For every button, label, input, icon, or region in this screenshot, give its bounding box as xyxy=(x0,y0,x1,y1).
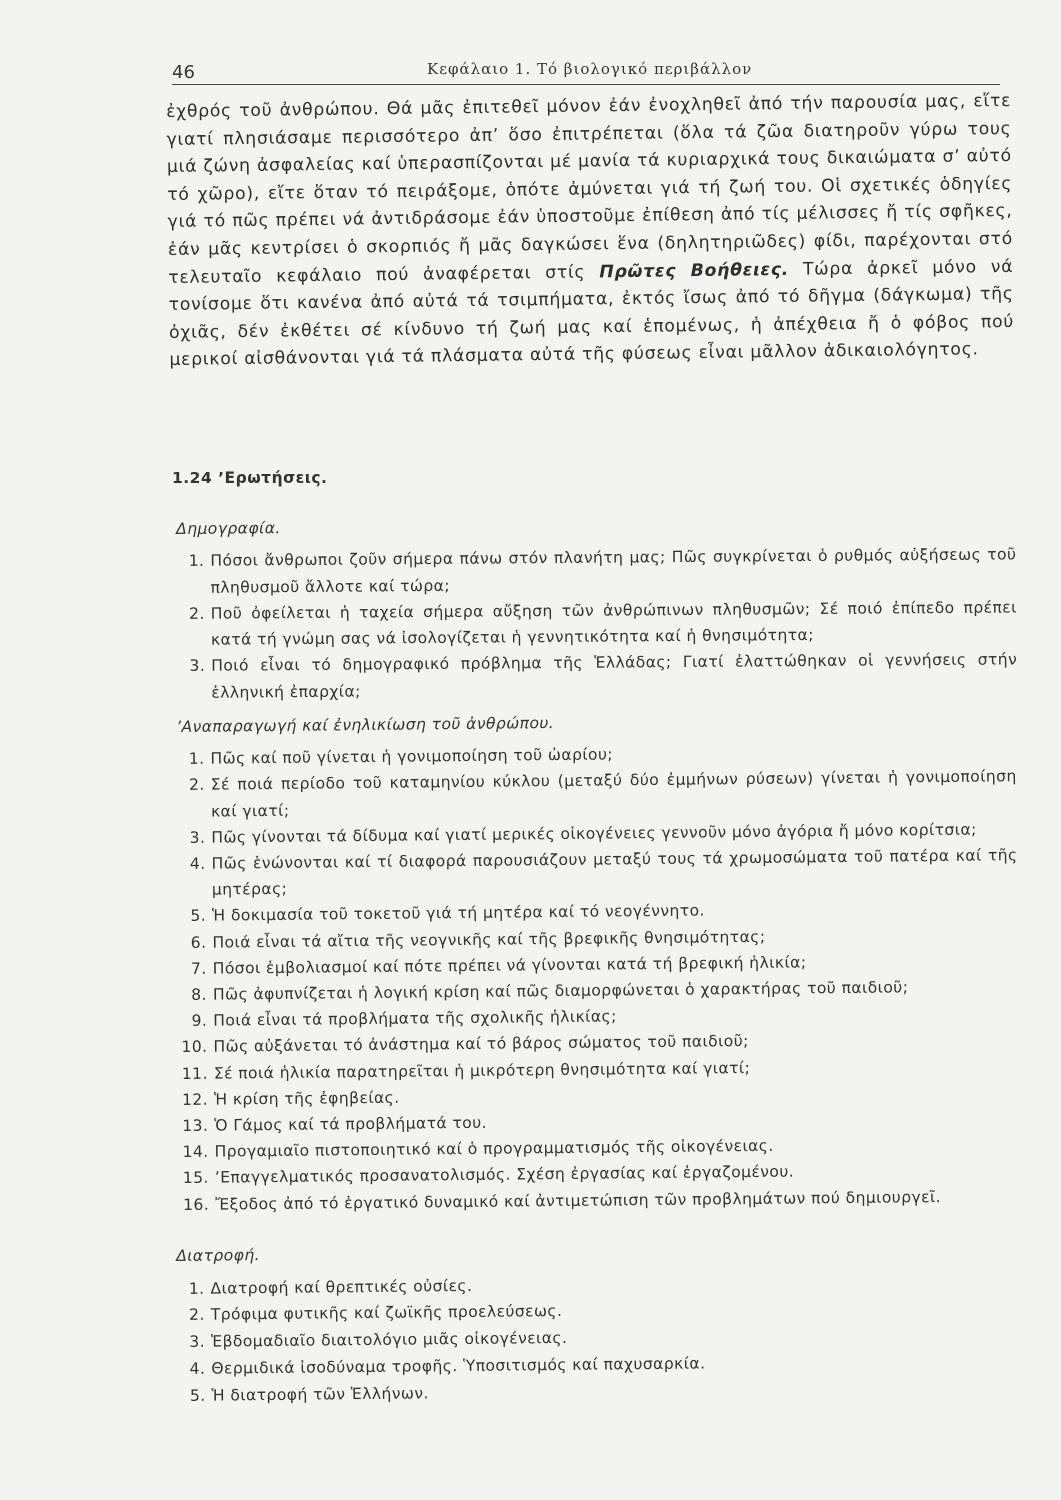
question-number: 14. xyxy=(182,1142,209,1162)
question-number: 5. xyxy=(189,1386,206,1405)
question-number: 5. xyxy=(190,907,207,926)
question-number: 11. xyxy=(181,1064,208,1083)
question-text: Πῶς ἑνώνονται καί τί διαφορά παρουσιάζουν μεταξύ τους τά χρωμοσώματα τοῦ πατέρα καί τῆς μητέρας; xyxy=(211,846,1018,899)
question-text: Πῶς καί ποῦ γίνεται ἡ γονιμοποίηση τοῦ ὠαρίου; xyxy=(210,745,614,768)
intro-text-end: Τώρα ἀρκεῖ μόνο νά τονίσομε ὅτι κανένα ἀπό αὐτά τά τσιμπήματα, ἐκτός ἴσως ἀπό τό δῆγμα (δάγκωμα) τῆς ὀχιᾶς, δέν ἐκθέτει σέ κίνδυνο τή ζωή μας καί ἑπομένως, ἡ ἀπέχθεια ἤ ὁ φόβος πού μερικοί αἰσθάνονται γιά τά πλάσματα αὐτά τῆς φύσεως εἶναι μᾶλλον ἀδικαιολόγητος. xyxy=(168,256,1015,371)
question-text: Διατροφή καί θρεπτικές οὐσίες. xyxy=(210,1276,473,1298)
demography-questions xyxy=(176,542,1017,706)
question-text: Ἡ κρίση τῆς ἐφηβείας. xyxy=(213,1088,400,1109)
question-number: 12. xyxy=(181,1090,209,1109)
question-number: 16. xyxy=(183,1195,210,1214)
nutrition-questions xyxy=(176,1267,1017,1409)
question-number: 3. xyxy=(189,1332,206,1351)
question-text: Σέ ποιά περίοδο τοῦ καταμηνίου κύκλου (μεταξύ δύο ἐμμήνων ρύσεων) γίνεται ἡ γονιμοποίηση καί γιατί; xyxy=(210,767,1017,821)
question-item xyxy=(177,842,1018,903)
page-number: 46 xyxy=(172,62,195,83)
question-text: Πῶς ἀφυπνίζεται ἡ λογική κρίση καί πῶς διαμορφώνεται ὁ χαρακτήρας τοῦ παιδιοῦ; xyxy=(212,978,909,1004)
question-text: Ἔξοδος ἀπό τό ἐργατικό δυναμικό καί ἀντιμετώπιση τῶν προβλημάτων πού δημιουργεῖ. xyxy=(215,1187,942,1214)
question-item xyxy=(177,647,1017,706)
nutrition-section xyxy=(176,1234,1018,1409)
question-number: 8. xyxy=(191,985,208,1004)
question-number: 2. xyxy=(189,604,205,623)
question-text: Ἡ δοκιμασία τοῦ τοκετοῦ γιά τή μητέρα καί τό νεογέννητο. xyxy=(212,901,705,926)
first-aid-reference: Πρῶτες Βοήθειες. xyxy=(599,259,790,282)
question-text: Ποιό εἶναι τό δημογραφικό πρόβλημα τῆς Ἑλλάδας; Γιατί ἐλαττώθηκαν οἱ γεννήσεις στήν ἑλληνική ἐπαρχία; xyxy=(211,650,1018,702)
question-text: Τρόφιμα φυτικῆς καί ζωϊκῆς προελεύσεως. xyxy=(210,1302,563,1325)
question-text: Ἑβδομαδιαῖο διαιτολόγιο μιᾶς οἰκογένειας. xyxy=(210,1329,568,1351)
intro-text-start: ἐχθρός τοῦ ἀνθρώπου. Θά μᾶς ἐπιτεθεῖ μόνον ἐάν ἐνοχληθεῖ ἀπό τήν παρουσία μας, εἴτε γιατί πλησιάσαμε περισσότερο ἀπ’ ὅσο ἐπιτρέπεται (ὅλα τά ζῶα διατηροῦν γύρω τους μιά ζώνη ἀσφαλείας καί ὑπερασπίζονται μέ μανία τά κυριαρχικά τους δικαιώματα σ’ αὐτό τό χῶρο), εἴτε ὅταν τό πειράξομε, ὁπότε ἀμύνεται γιά τή ζωή του. Οἱ σχετικές ὁδηγίες γιά τό πῶς πρέπει νά ἀντιδράσομε ἐάν ὑποστοῦμε ἐπίθεση ἀπό τίς μέλισσες ἤ τίς σφῆκες, ἐάν μᾶς κεντρίσει ὁ σκορπιός ἤ μᾶς δαγκώσει ἕνα (δηλητηριῶδες) φίδι, παρέχονται στό τελευταῖο κεφάλαιο πού ἀναφέρεται στίς xyxy=(166,90,1014,288)
question-text: Πῶς αὐξάνεται τό ἀνάστημα καί τό βάρος σώματος τοῦ παιδιοῦ; xyxy=(213,1032,749,1057)
question-number: 2. xyxy=(188,1306,205,1325)
question-number: 1. xyxy=(188,552,205,571)
reproduction-section xyxy=(176,705,1021,1218)
question-text: ’Επαγγελματικός προσανατολισμός. Σχέση ἐργασίας καί ἐργαζομένου. xyxy=(214,1163,795,1188)
question-text: Ποιά εἶναι τά προβλήματα τῆς σχολικῆς ἡλικίας; xyxy=(213,1007,617,1030)
question-number: 6. xyxy=(190,933,207,952)
question-text: Πόσοι ἐμβολιασμοί καί πότε πρέπει νά γίνονται κατά τή βρεφική ἡλικία; xyxy=(212,953,807,978)
question-text: Πῶς γίνονται τά δίδυμα καί γιατί μερικές οἰκογένειες γεννοῦν μόνο ἀγόρια ἤ μόνο κορίτσια; xyxy=(211,820,977,847)
question-number: 1. xyxy=(188,749,205,769)
section-heading: 1.24 ’Ερωτήσεις. xyxy=(172,469,328,487)
question-text: Ποῦ ὀφείλεται ἡ ταχεία σήμερα αὔξηση τῶν ἀνθρώπινων πληθυσμῶν; Σέ ποιό ἐπίπεδο πρέπει κατά τή γνώμη σας νά ἰσολογίζεται ἡ γεννητικότητα καί ἡ θνησιμότητα; xyxy=(210,598,1017,649)
reproduction-title: ’Αναπαραγωγή καί ἐνηλικίωση τοῦ ἀνθρώπου. xyxy=(176,714,555,736)
question-text: Ὁ Γάμος καί τά προβλήματά του. xyxy=(214,1113,488,1135)
question-number: 4. xyxy=(189,854,206,873)
question-item xyxy=(177,594,1017,653)
question-text: Ἡ διατροφή τῶν Ἑλλήνων. xyxy=(211,1383,429,1405)
intro-paragraph xyxy=(166,88,1015,375)
question-number: 13. xyxy=(182,1116,209,1136)
demography-section xyxy=(176,509,1017,706)
question-number: 9. xyxy=(191,1011,208,1031)
reproduction-questions xyxy=(176,737,1021,1217)
nutrition-title: Διατροφή. xyxy=(176,1246,261,1265)
question-text: Ποιά εἶναι τά αἴτια τῆς νεογνικῆς καί τῆς βρεφικῆς θνησιμότητας; xyxy=(212,927,766,952)
question-number: 2. xyxy=(188,776,205,795)
page-header xyxy=(172,58,1000,85)
running-title: Κεφάλαιο 1. Τό βιολογικό περιβάλλον xyxy=(427,60,753,78)
question-number: 4. xyxy=(189,1359,206,1378)
question-item xyxy=(176,542,1016,601)
question-number: 3. xyxy=(189,828,206,847)
question-item xyxy=(177,764,1018,825)
intro-text xyxy=(166,88,1015,375)
demography-title: Δημογραφία. xyxy=(176,519,281,538)
question-text: Προγαμιαῖο πιστοποιητικό καί ὁ προγραμματισμός τῆς οἰκογένειας. xyxy=(214,1137,774,1161)
question-number: 15. xyxy=(182,1169,209,1188)
question-number: 1. xyxy=(188,1279,205,1298)
question-text: Πόσοι ἄνθρωποι ζοῦν σήμερα πάνω στόν πλανήτη μας; Πῶς συγκρίνεται ὁ ρυθμός αὐξήσεως τοῦ πληθυσμοῦ ἄλλοτε καί τώρα; xyxy=(210,545,1017,597)
question-number: 7. xyxy=(190,959,207,978)
question-number: 3. xyxy=(189,657,206,676)
question-text: Σέ ποιά ἡλικία παρατηρεῖται ἡ μικρότερη θνησιμότητα καί γιατί; xyxy=(213,1058,751,1083)
question-text: Θερμιδικά ἰσοδύναμα τροφῆς. Ὑποσιτισμός καί παχυσαρκία. xyxy=(211,1354,706,1378)
question-number: 10. xyxy=(181,1038,208,1057)
